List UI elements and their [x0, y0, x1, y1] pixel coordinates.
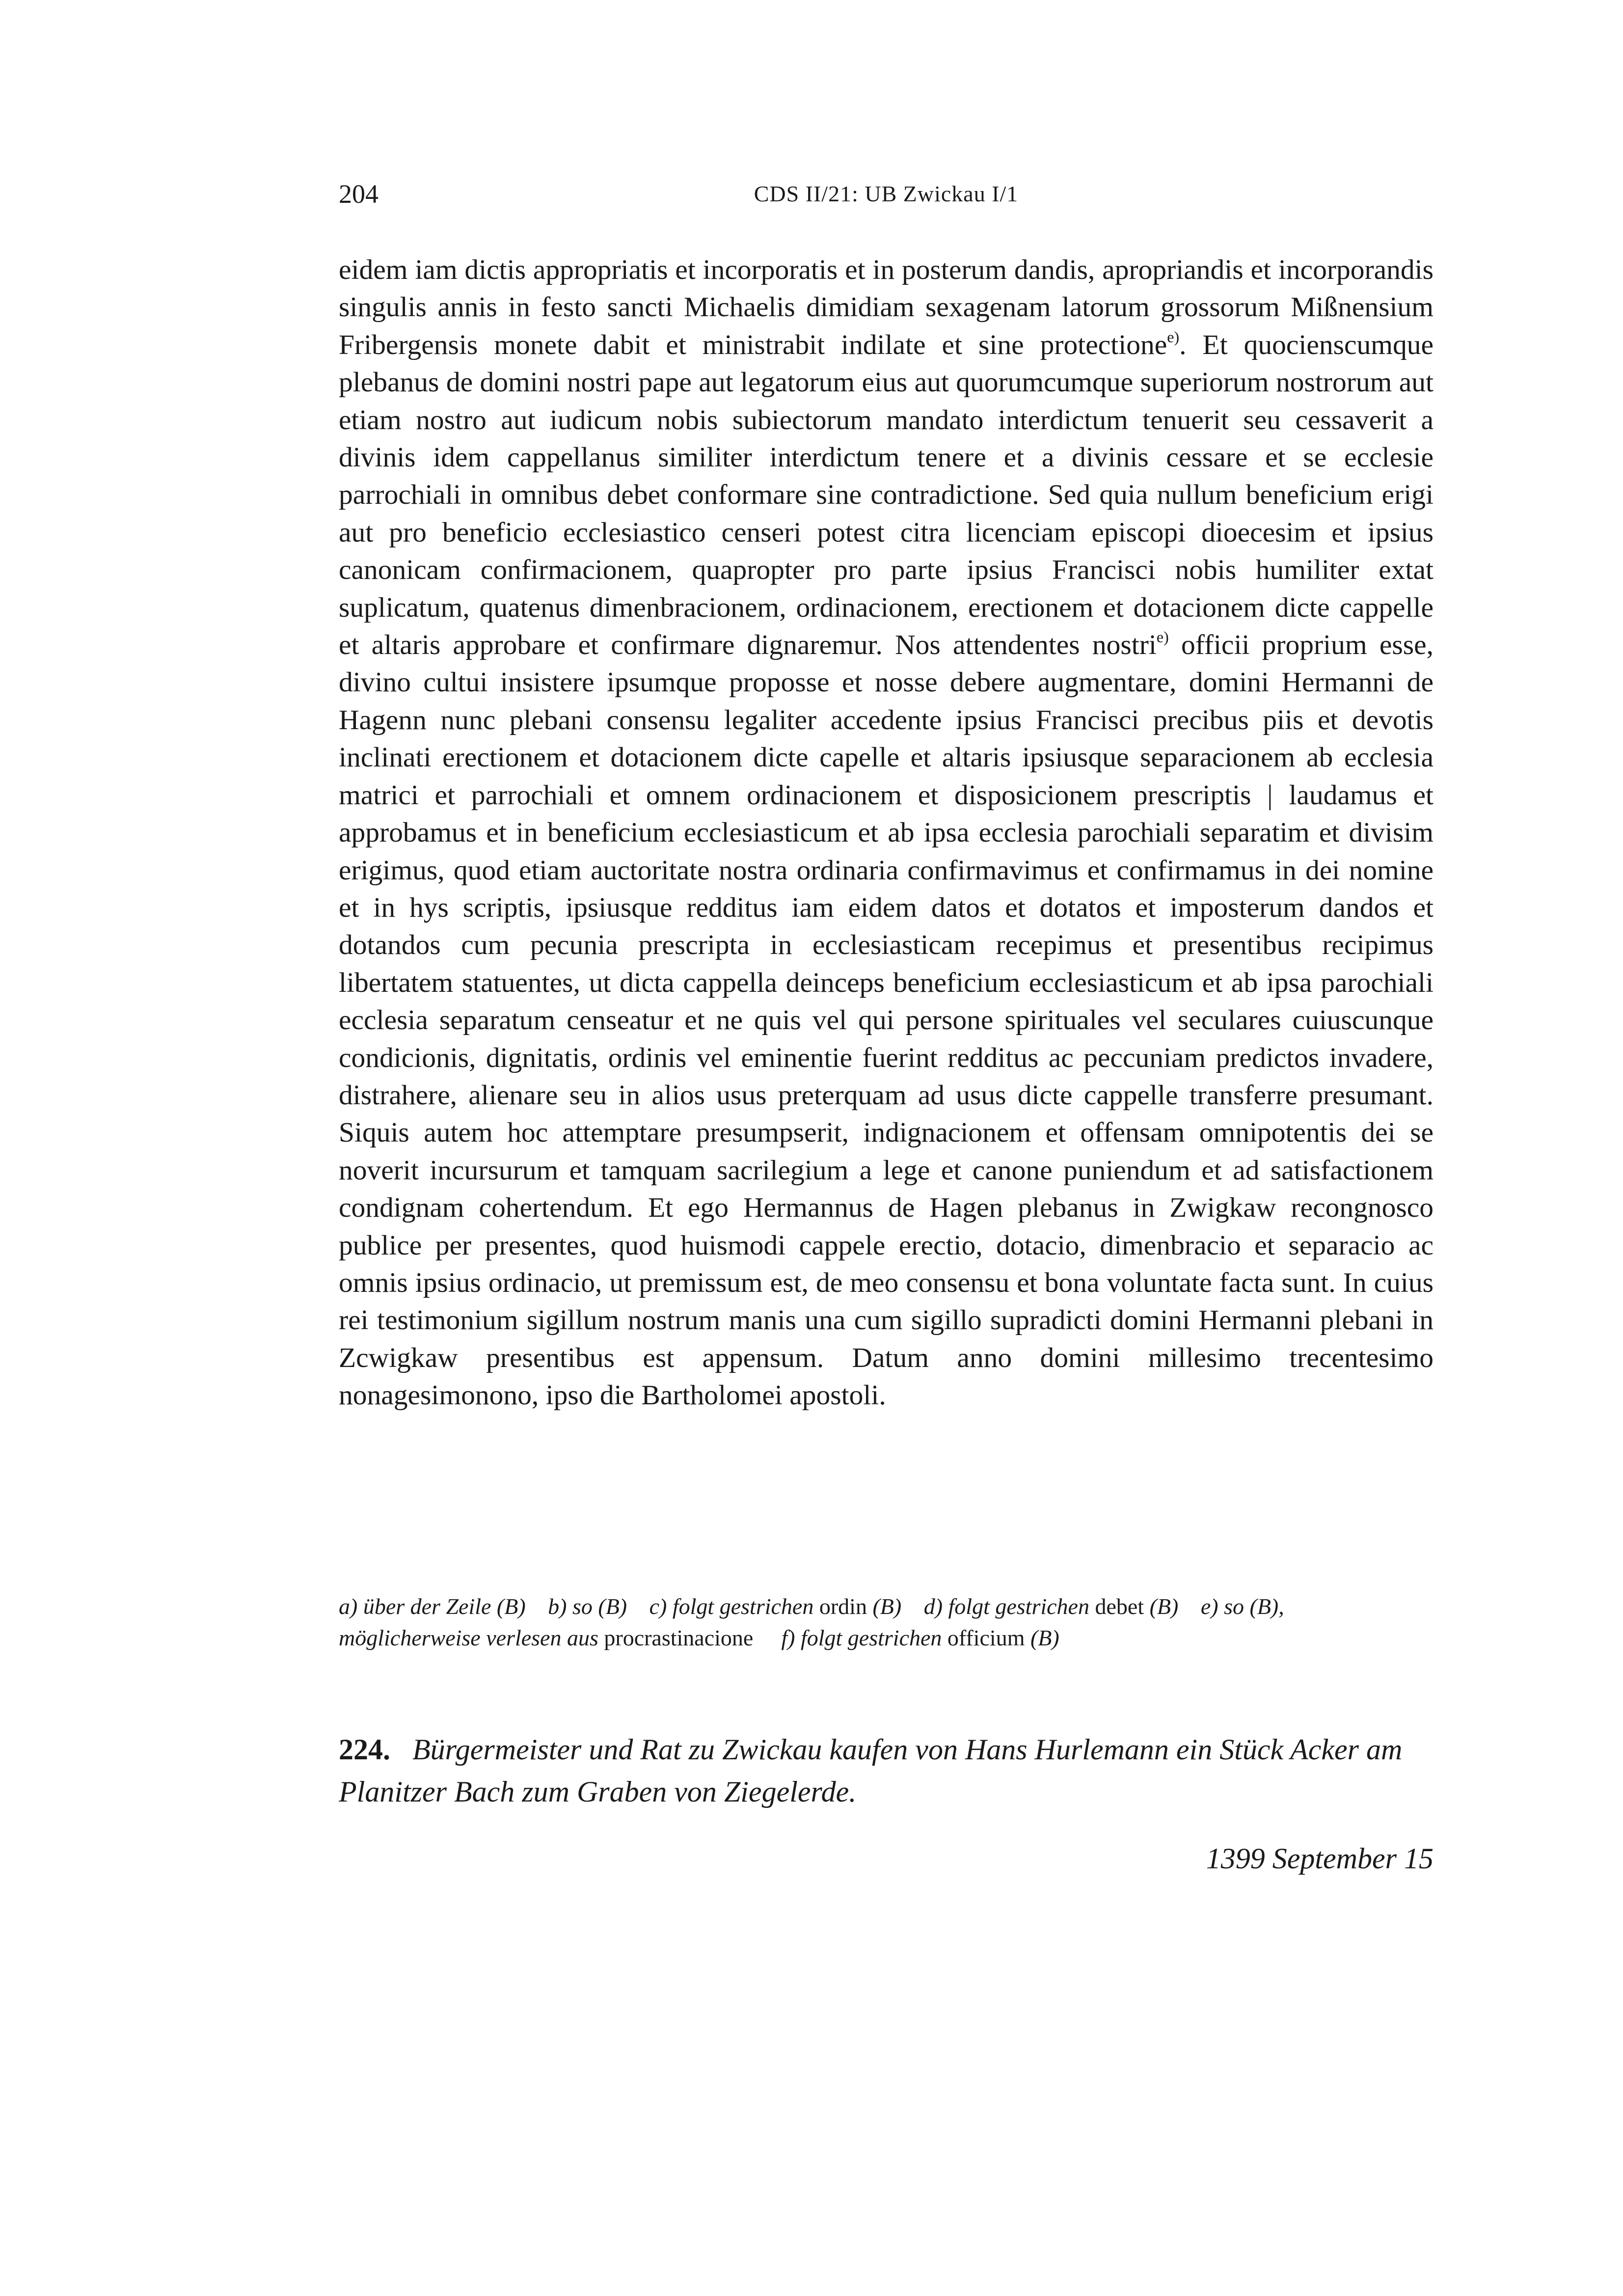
- entry-heading: [339, 1728, 1434, 1813]
- entry-title: Bürgermeister und Rat zu Zwickau kaufen von Hans Hurlemann ein Stück Acker am Planitzer Bach zum Graben von Ziegelerde.: [339, 1733, 1403, 1808]
- document-page: [339, 0, 1434, 2296]
- footnote-b: b) so (B): [548, 1594, 627, 1619]
- critical-apparatus: [339, 1591, 1434, 1654]
- footnote-mark-e-1: e): [1167, 328, 1180, 346]
- page-number: 204: [339, 179, 379, 209]
- footnote-e: e) so (B),: [1200, 1594, 1284, 1619]
- entry-date: 1399 September 15: [1206, 1842, 1434, 1875]
- charter-text: [339, 251, 1434, 1415]
- entry-number: 224.: [339, 1733, 390, 1766]
- footnote-a: a) über der Zeile (B): [339, 1594, 526, 1619]
- footnote-mark-e-2: e): [1156, 628, 1169, 646]
- running-title: CDS II/21: UB Zwickau I/1: [754, 181, 1019, 206]
- footnote-c: c) folgt gestrichen ordin (B): [649, 1594, 902, 1619]
- footnote-d: d) folgt gestrichen debet (B): [923, 1594, 1179, 1619]
- charter-text-part-3: officii proprium esse, divino cultui insistere ipsumque proposse et nosse debere augmentare, domini Hermanni de Hagenn nunc plebani consensu legaliter accedente ipsius Francisci precibus piis et devotis inclinati erectionem et dotacionem dicte capelle et altaris ipsiusque separacionem ab ecclesia matrici et parrochiali et omnem ordinacionem et disposicionem prescriptis | laudamus et approbamus et in beneficium ecclesiasticum et ab ipsa ecclesia parochiali separatim et divisim erigimus, quod etiam auctoritate nostra ordinaria confirmavimus et confirmamus in dei nomine et in hys scriptis, ipsiusque redditus iam eidem datos et dotatos et imposterum dandos et dotandos cum pecunia prescripta in ecclesiasticam recepimus et presentibus recipimus libertatem statuentes, ut dicta cappella deinceps beneficium ecclesiasticum et ab ipsa parochiali ecclesia separatum censeatur et ne quis vel qui persone spirituales vel seculares cuiuscunque condicionis, dignitatis, ordinis vel eminentie fuerint redditus ac peccuniam predictos invadere, distrahere, alienare seu in alios usus preterquam ad usus dicte cappelle transferre presumant. Siquis autem hoc attemptare presumpserit, indignacionem et offensam omnipotentis dei se noverit incursurum et tamquam sacrilegium a lege et canone puniendum et ad satisfactionem condignam cohertendum. Et ego Hermannus de Hagen plebanus in Zwigkaw recongnosco publice per presentes, quod huismodi cappele erectio, dotacio, dimenbracio et separacio ac omnis ipsius ordinacio, ut premissum est, de meo consensu et bona voluntate facta sunt. In cuius rei testimonium sigillum nostrum manis una cum sigillo supradicti domini Hermanni plebani in Zcwigkaw presentibus est appensum. Datum anno domini millesimo trecentesimo nonagesimonono, ipso die Bartholomei apostoli.: [339, 629, 1434, 1411]
- footnote-e-continued: möglicherweise verlesen aus procrastinacione: [339, 1625, 759, 1650]
- charter-text-part-2: . Et quocienscumque plebanus de domini nostri pape aut legatorum eius aut quorumcumque superiorum nostrorum aut etiam nostro aut iudicum nobis subiectorum mandato interdictum tenuerit seu cessaverit a divinis idem cappellanus similiter interdictum tenere et a divinis cessare et se ecclesie parrochiali in omnibus debet conformare sine contradictione. Sed quia nullum beneficium erigi aut pro beneficio ecclesiastico censeri potest citra licenciam episcopi dioecesim et ipsius canonicam confirmacionem, quapropter pro parte ipsius Francisci nobis humiliter extat suplicatum, quatenus dimenbracionem, ordinacionem, erectionem et dotacionem dicte cappelle et altaris approbare et confirmare dignaremur. Nos attendentes nostri: [339, 329, 1434, 661]
- footnote-f: f) folgt gestrichen officium (B): [781, 1625, 1059, 1650]
- running-head: [339, 174, 1434, 214]
- charter-text-part-1: eidem iam dictis appropriatis et incorporatis et in posterum dandis, apropriandis et incorporandis singulis annis in festo sancti Michaelis dimidiam sexagenam latorum grossorum Mißnensium Fribergensis monete dabit et ministrabit indilate et sine protectione: [339, 254, 1434, 360]
